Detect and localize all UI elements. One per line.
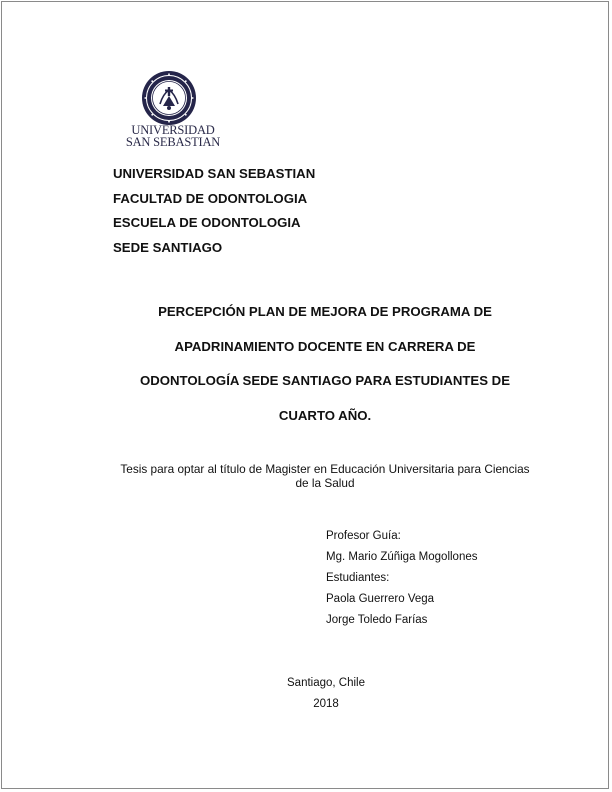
student-name: Paola Guerrero Vega [326, 593, 435, 605]
logo-line-1: UNIVERSIDAD [131, 123, 215, 137]
school-name: ESCUELA DE ODONTOLOGIA [113, 215, 301, 230]
title-line: CUARTO AÑO. [278, 407, 372, 423]
thesis-title [100, 304, 550, 442]
place-date-block [226, 676, 426, 718]
people-block [326, 529, 478, 634]
title-line: PERCEPCIÓN PLAN DE MEJORA DE PROGRAMA DE [158, 304, 492, 319]
institution-block [113, 166, 315, 264]
university-logo [120, 70, 226, 150]
subtitle-line-2: de la Salud [295, 475, 355, 490]
title-line: ODONTOLOGÍA SEDE SANTIAGO PARA ESTUDIANTES DE [139, 373, 510, 388]
campus-name: SEDE SANTIAGO [113, 239, 223, 255]
university-name: UNIVERSIDAD SAN SEBASTIAN [113, 166, 316, 181]
faculty-name: FACULTAD DE ODONTOLOGIA [113, 190, 308, 206]
logo-wordmark [120, 124, 226, 148]
year: 2018 [313, 698, 339, 710]
city: Santiago, Chile [287, 677, 365, 689]
students-label: Estudiantes: [326, 572, 390, 584]
logo-line-2: SAN SEBASTIAN [125, 135, 221, 149]
guide-label: Profesor Guía: [326, 530, 401, 542]
student-name: Jorge Toledo Farías [326, 614, 428, 626]
guide-name: Mg. Mario Zúñiga Mogollones [326, 551, 478, 563]
title-line: APADRINAMIENTO DOCENTE EN CARRERA DE [174, 338, 476, 354]
subtitle-line-1: Tesis para optar al título de Magister en Educación Universitaria para Ciencias [120, 462, 530, 476]
university-seal-icon [141, 70, 197, 126]
thesis-subtitle [100, 463, 550, 490]
